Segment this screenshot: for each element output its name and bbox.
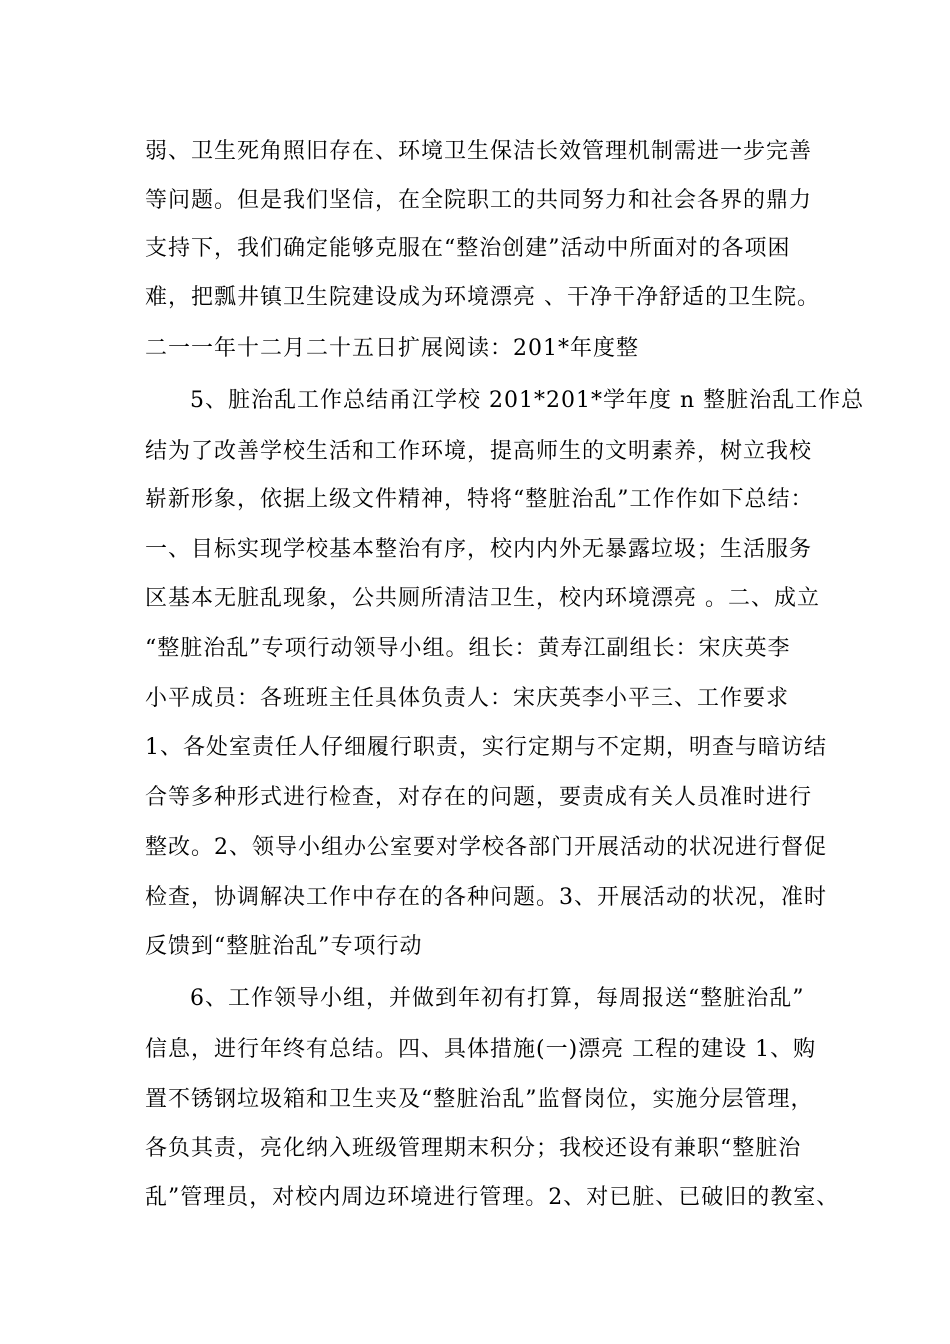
text-line: 反馈到“整脏治乱”专项行动 <box>145 934 423 959</box>
text-line: 整改。2、领导小组办公室要对学校各部门开展活动的状况进行督促 <box>145 835 827 860</box>
text-line: 二一一年十二月二十五日扩展阅读：201*年度整 <box>145 336 639 361</box>
text-line: 合等多种形式进行检查，对存在的问题，要责成有关人员准时进行 <box>145 785 813 810</box>
text-line: 等问题。但是我们坚信，在全院职工的共同努力和社会各界的鼎力 <box>145 188 813 213</box>
text-line: 检查，协调解决工作中存在的各种问题。3、开展活动的状况，准时 <box>145 885 827 910</box>
paragraph-start-line: 6、工作领导小组，并做到年初有打算，每周报送“整脏治乱” <box>190 986 805 1011</box>
text-line: 区基本无脏乱现象，公共厕所清洁卫生，校内环境漂亮 。二、成立 <box>145 586 820 611</box>
text-line: 小平成员：各班班主任具体负责人：宋庆英李小平三、工作要求 <box>145 686 790 711</box>
text-line: 弱、卫生死角照旧存在、环境卫生保洁长效管理机制需进一步完善 <box>145 139 813 164</box>
text-line: 1、各处室责任人仔细履行职责，实行定期与不定期，明查与暗访结 <box>145 735 827 760</box>
text-line: 置不锈钢垃圾箱和卫生夹及“整脏治乱”监督岗位，实施分层管理， <box>145 1087 814 1112</box>
text-line: 支持下，我们确定能够克服在“整治创建”活动中所面对的各项困 <box>145 236 791 261</box>
text-line: 崭新形象，依据上级文件精神，特将“整脏治乱”工作作如下总结： <box>145 487 814 512</box>
text-line: 结为了改善学校生活和工作环境，提高师生的文明素养，树立我校 <box>145 439 813 464</box>
text-line: 乱”管理员，对校内周边环境进行管理。2、对已脏、已破旧的教室、 <box>145 1185 840 1210</box>
text-line: “整脏治乱”专项行动领导小组。组长：黄寿江副组长：宋庆英李 <box>145 636 791 661</box>
text-line: 信息，进行年终有总结。四、具体措施(一)漂亮 工程的建设 1、购 <box>145 1037 817 1062</box>
paragraph-start-line: 5、脏治乱工作总结甬江学校 201*201*学年度 n 整脏治乱工作总 <box>190 388 865 413</box>
text-line: 难，把瓢井镇卫生院建设成为环境漂亮 、干净干净舒适的卫生院。 <box>145 285 820 310</box>
text-line: 一、目标实现学校基本整治有序，校内内外无暴露垃圾；生活服务 <box>145 537 813 562</box>
text-line: 各负其责，亮化纳入班级管理期末积分；我校还设有兼职“整脏治 <box>145 1136 802 1161</box>
